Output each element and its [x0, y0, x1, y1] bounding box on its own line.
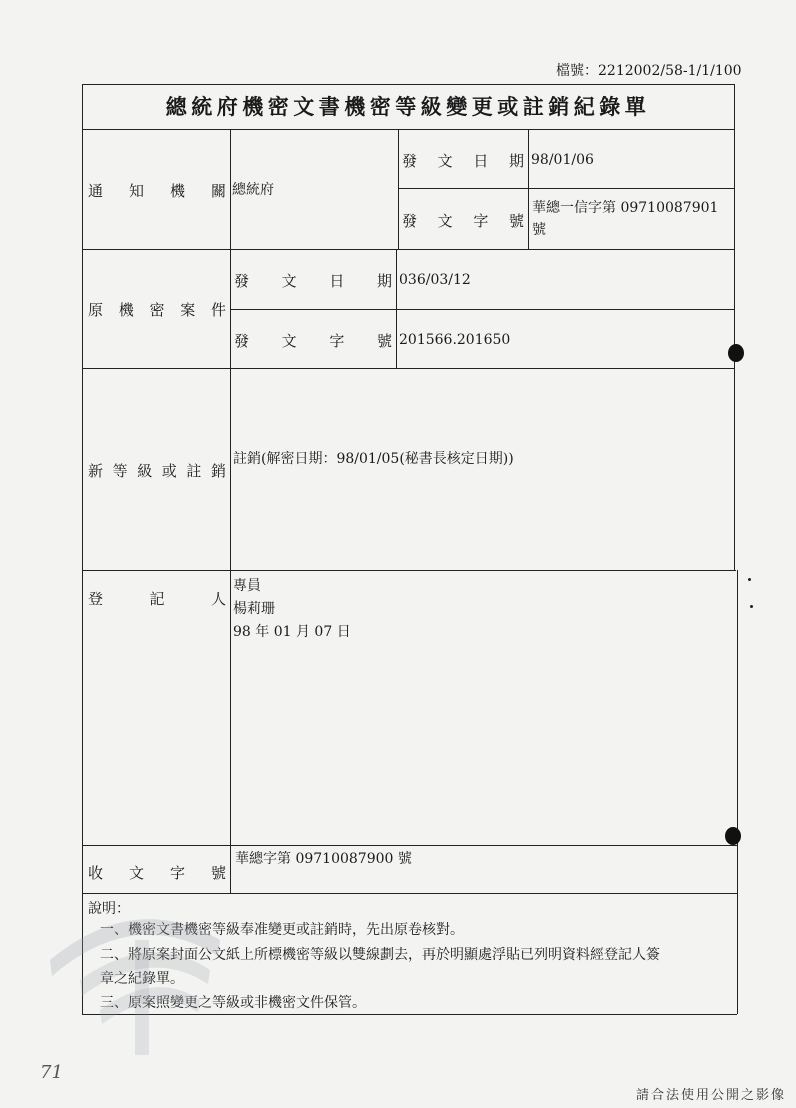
rule-label-col: [230, 129, 231, 893]
usage-footer: 請合法使用公開之影像: [635, 1088, 786, 1103]
label-char: 原: [88, 300, 104, 319]
receipt-number-value: 華總字第 09710087900 號: [235, 851, 412, 867]
label-char: 文: [281, 271, 297, 290]
label-char: 級: [137, 461, 153, 480]
file-number: 檔號：2212002/58-1/1/100: [556, 63, 742, 79]
note-item-1: 一、機密文書機密等級奉准變更或註銷時，先出原卷核對。: [100, 922, 464, 938]
label-char: 記: [149, 589, 165, 608]
rule-original-bottom: [82, 368, 734, 369]
label-char: 文: [437, 151, 453, 170]
registrar-name: 楊莉珊: [233, 601, 275, 617]
label-char: 文: [281, 331, 297, 350]
label-char: 密: [149, 300, 165, 319]
original-issue-number-value: 201566.201650: [399, 332, 511, 348]
label-char: 發: [402, 151, 418, 170]
label-char: 機: [118, 300, 134, 319]
label-char: 號: [508, 211, 524, 230]
rule-notify-mid: [398, 188, 734, 189]
binder-hole-top: [728, 344, 744, 362]
registrar-title: 專員: [233, 578, 261, 594]
label-char: 等: [112, 461, 128, 480]
label-char: 發: [234, 271, 250, 290]
label-char: 號: [210, 863, 226, 882]
notes-heading: 說明：: [88, 901, 130, 917]
rule-right-top: [734, 84, 735, 570]
label-char: 號: [376, 331, 392, 350]
label-char: 件: [210, 300, 226, 319]
label-char: 字: [473, 211, 489, 230]
handwritten-page-mark: 71: [40, 1062, 63, 1083]
note-item-3: 三、原案照變更之等級或非機密文件保管。: [100, 995, 366, 1011]
registrar-date: 98 年 01 月 07 日: [233, 624, 351, 640]
original-issue-date-label: [234, 268, 392, 292]
original-issue-date-value: 036/03/12: [399, 272, 471, 288]
document-title: 總統府機密文書機密等級變更或註銷紀錄單: [165, 94, 651, 119]
new-level-value: 註銷(解密日期：98/01/05(秘書長核定日期)): [233, 451, 514, 467]
label-char: 日: [473, 151, 489, 170]
label-char: 關: [210, 181, 226, 200]
label-char: 知: [128, 181, 144, 200]
rule-registrar-bottom: [82, 845, 737, 846]
notify-issue-date-label: [402, 148, 524, 172]
label-char: 期: [508, 151, 524, 170]
label-char: 登: [88, 589, 104, 608]
registrar-label: [88, 586, 226, 610]
rule-title-bottom: [82, 129, 734, 130]
label-char: 人: [210, 589, 226, 608]
label-char: 發: [402, 211, 418, 230]
label-char: 註: [186, 461, 202, 480]
label-char: 收: [88, 863, 104, 882]
label-char: 銷: [210, 461, 226, 480]
label-char: 或: [161, 461, 177, 480]
rule-original-val: [396, 249, 397, 368]
label-char: 日: [329, 271, 345, 290]
notify-issue-number-line2: 號: [532, 222, 546, 238]
label-char: 文: [128, 863, 144, 882]
label-char: 新: [88, 461, 104, 480]
original-case-label: [88, 297, 226, 321]
label-char: 通: [88, 181, 104, 200]
receipt-number-label: [88, 860, 226, 884]
label-char: 發: [234, 331, 250, 350]
label-char: 字: [329, 331, 345, 350]
rule-newlevel-bottom: [82, 570, 736, 571]
rule-right-bottom: [737, 570, 738, 1014]
binder-hole-bottom: [725, 827, 741, 845]
notify-issue-number-value: [532, 197, 734, 241]
rule-left: [82, 84, 83, 1014]
speck: [748, 578, 751, 581]
original-issue-number-label: [234, 328, 392, 352]
rule-notify-sub: [398, 129, 399, 249]
speck: [750, 605, 753, 608]
note-item-2-continued: 章之紀錄單。: [100, 971, 184, 987]
notifying-agency-value: 總統府: [232, 182, 274, 198]
label-char: 文: [437, 211, 453, 230]
archive-watermark-icon: [40, 900, 230, 1060]
rule-notify-val: [528, 129, 529, 249]
rule-original-mid: [230, 309, 734, 310]
rule-receipt-bottom: [82, 893, 737, 894]
new-level-label: [88, 458, 226, 482]
notify-issue-number-label: [402, 208, 524, 232]
notify-issue-date-value: 98/01/06: [531, 152, 594, 168]
label-char: 機: [169, 181, 185, 200]
rule-notify-bottom: [82, 249, 734, 250]
label-char: 字: [169, 863, 185, 882]
note-item-2: 二、將原案封面公文紙上所標機密等級以雙線劃去，再於明顯處浮貼已列明資料經登記人簽: [100, 947, 660, 963]
label-char: 期: [376, 271, 392, 290]
label-char: 案: [180, 300, 196, 319]
notifying-agency-label: [88, 178, 226, 202]
notify-issue-number-line1: 華總一信字第 09710087901: [532, 200, 719, 216]
